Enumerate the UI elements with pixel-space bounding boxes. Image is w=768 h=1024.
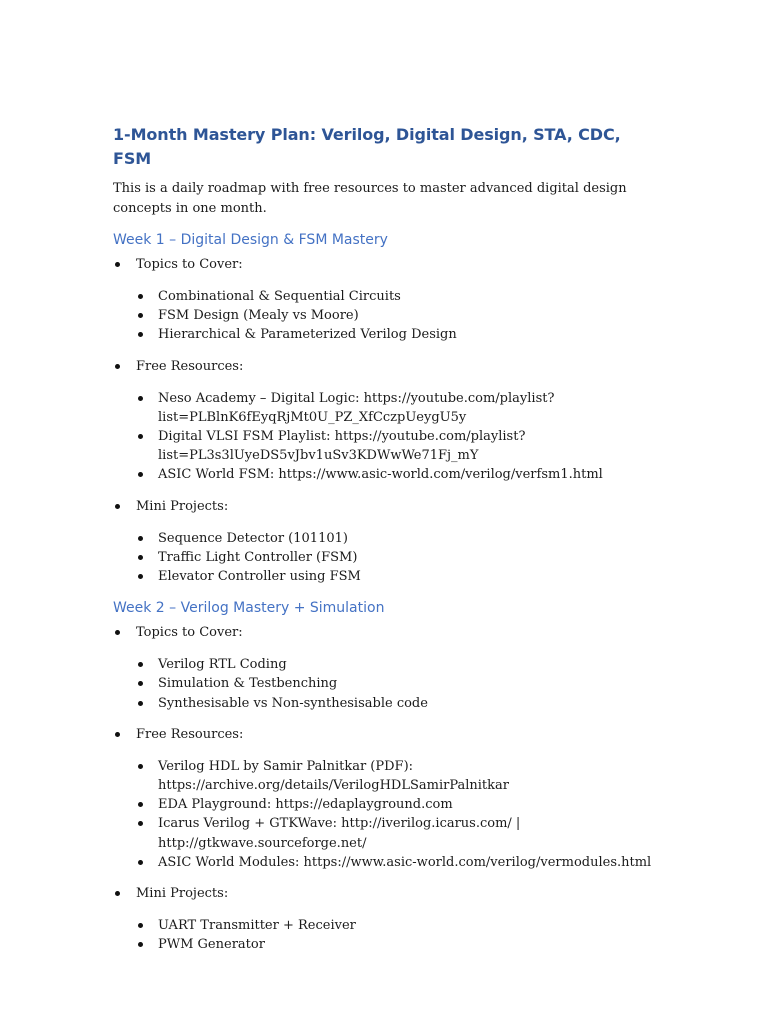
week-1-list [113, 255, 653, 586]
section-label: Topics to Cover: [136, 625, 243, 641]
section-item [113, 357, 653, 485]
list-item: ASIC World FSM: https://www.asic-world.com/verilog/verfsm1.html [136, 465, 653, 484]
list-item: Combinational & Sequential Circuits [136, 287, 653, 306]
section-label: Free Resources: [136, 358, 244, 374]
sub-list [136, 287, 653, 345]
list-item: UART Transmitter + Receiver [136, 916, 653, 935]
list-item: ASIC World Modules: https://www.asic-world.com/verilog/vermodules.html [136, 853, 653, 872]
list-item: Digital VLSI FSM Playlist: https://youtube.com/playlist?list=PL3s3lUyeDS5vJbv1uSv3KDWwWe71Fj_mY [136, 427, 653, 465]
week-2-section [113, 598, 653, 954]
section-item [113, 725, 653, 872]
list-item: Verilog RTL Coding [136, 655, 653, 674]
section-label: Mini Projects: [136, 498, 229, 514]
section-label: Mini Projects: [136, 886, 229, 902]
sub-list [136, 389, 653, 485]
list-item: FSM Design (Mealy vs Moore) [136, 306, 653, 325]
document-body [113, 123, 653, 966]
document-title: 1-Month Mastery Plan: Verilog, Digital Design, STA, CDC, FSM [113, 125, 621, 168]
list-item: Elevator Controller using FSM [136, 567, 653, 586]
section-label: Free Resources: [136, 726, 244, 742]
sub-list [136, 757, 653, 872]
section-item [113, 623, 653, 713]
list-item: Hierarchical & Parameterized Verilog Design [136, 325, 653, 344]
section-label: Topics to Cover: [136, 257, 243, 272]
section-item [113, 497, 653, 587]
list-item: Neso Academy – Digital Logic: https://youtube.com/playlist?list=PLBlnK6fEyqRjMt0U_PZ_XfCczpUeygU5y [136, 389, 653, 427]
week-heading: Week 2 – Verilog Mastery + Simulation [113, 600, 385, 617]
list-item: Traffic Light Controller (FSM) [136, 548, 653, 567]
week-2-list [113, 623, 653, 954]
list-item: Verilog HDL by Samir Palnitkar (PDF): https://archive.org/details/VerilogHDLSamirPalnitkar [136, 757, 653, 795]
sub-list [136, 529, 653, 587]
list-item: Sequence Detector (101101) [136, 529, 653, 548]
sub-list [136, 655, 653, 713]
list-item: Simulation & Testbenching [136, 674, 653, 693]
week-heading: Week 1 – Digital Design & FSM Mastery [113, 232, 388, 248]
section-item [113, 255, 653, 345]
intro-paragraph: This is a daily roadmap with free resources to master advanced digital design concepts in one month. [113, 181, 627, 216]
list-item: Synthesisable vs Non-synthesisable code [136, 694, 653, 713]
list-item: EDA Playground: https://edaplayground.com [136, 795, 653, 814]
list-item: Icarus Verilog + GTKWave: http://iverilog.icarus.com/ | http://gtkwave.sourceforge.net/ [136, 814, 653, 852]
section-item [113, 884, 653, 954]
sub-list [136, 916, 653, 954]
list-item: PWM Generator [136, 935, 653, 954]
week-1-section [113, 230, 653, 586]
